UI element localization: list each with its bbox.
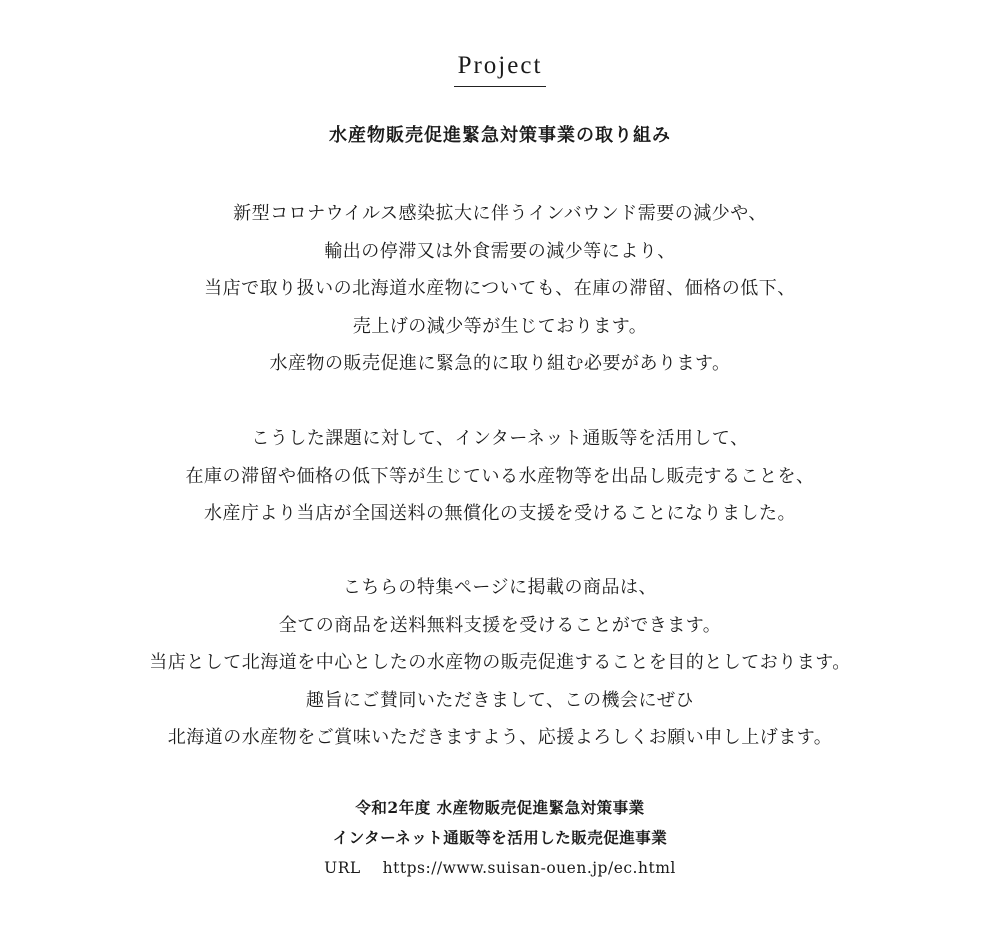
heading-wrap xyxy=(0,52,1000,87)
paragraph-1 xyxy=(0,195,1000,383)
program-footer xyxy=(0,793,1000,883)
paragraph-line: こうした課題に対して、インターネット通販等を活用して、 xyxy=(251,428,749,449)
section-heading: Project xyxy=(454,52,547,87)
program-subname: インターネット通販等を活用した販売促進事業 xyxy=(332,828,668,847)
paragraph-line: 趣旨にご賛同いただきまして、この機会にぜひ xyxy=(305,689,695,711)
url-row xyxy=(0,853,1000,883)
paragraph-3 xyxy=(0,569,1000,757)
paragraph-line: 売上げの減少等が生じております。 xyxy=(352,315,648,337)
paragraph-line: 当店として北海道を中心としたの水産物の販売促進することを目的としております。 xyxy=(149,652,851,673)
paragraph-line: 在庫の滞留や価格の低下等が生じている水産物等を出品し販売することを、 xyxy=(185,465,815,487)
paragraph-line: 輸出の停滞又は外食需要の減少等により、 xyxy=(324,240,676,262)
section-subtitle: 水産物販売促進緊急対策事業の取り組み xyxy=(329,125,671,146)
paragraph-line: こちらの特集ページに掲載の商品は、 xyxy=(342,577,658,598)
paragraph-line: 新型コロナウイルス感染拡大に伴うインバウンド需要の減少や、 xyxy=(233,203,767,224)
paragraph-2 xyxy=(0,420,1000,533)
paragraph-line: 全ての商品を送料無料支援を受けることができます。 xyxy=(278,614,722,636)
paragraph-line: 水産物の販売促進に緊急的に取り組む必要があります。 xyxy=(269,353,731,374)
paragraph-line: 水産庁より当店が全国送料の無償化の支援を受けることになりました。 xyxy=(204,503,796,524)
program-url-link[interactable]: https://www.suisan-ouen.jp/ec.html xyxy=(382,859,676,877)
url-label: URL xyxy=(324,859,361,877)
paragraph-line: 当店で取り扱いの北海道水産物についても、在庫の滞留、価格の低下、 xyxy=(204,278,796,299)
program-name: 令和2年度 水産物販売促進緊急対策事業 xyxy=(355,798,645,817)
paragraph-line: 北海道の水産物をご賞味いただきますよう、応援よろしくお願い申し上げます。 xyxy=(167,727,833,748)
